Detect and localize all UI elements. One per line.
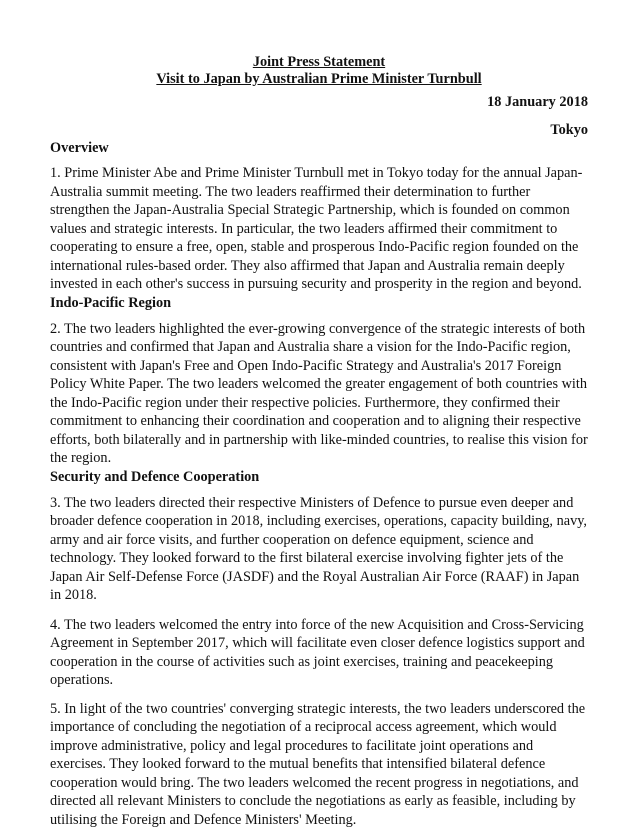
section-heading-security: Security and Defence Cooperation (50, 468, 260, 485)
section-heading-overview: Overview (50, 140, 109, 156)
section-heading-indo-pacific: Indo-Pacific Region (50, 294, 172, 311)
title-line-2: Visit to Japan by Australian Prime Minister Turnbull (156, 71, 482, 87)
document-date: 18 January 2018 (487, 94, 588, 110)
paragraph-5: 5. In light of the two countries' converging strategic interests, the two leaders underscored the importance of concluding the negotiation of a reciprocal access agreement, which would improve administrative, policy and legal procedures to facilitate joint operations and exercises. They looked forward to the mutual benefits that intensified bilateral defence cooperation would bring. The two leaders welcomed the recent progress in negotiations, and directed all relevant Ministers to conclude the negotiations as early as feasible, including by utilising the Foreign and Defence Ministers' Meeting. (50, 700, 586, 828)
date-place-block (50, 94, 588, 139)
paragraph-2: 2. The two leaders highlighted the ever-growing convergence of the strategic interests of both countries and confirmed that Japan and Australia share a vision for the Indo-Pacific region, consistent with Japan's Free and Open Indo-Pacific Strategy and Australia's 2017 Foreign Policy White Paper. The two leaders welcomed the greater engagement of both countries with the Indo-Pacific region under their respective policies. Furthermore, they confirmed their commitment to enhancing their coordination and cooperation and to aligning their respective efforts, both bilaterally and in partnership with like-minded countries, to realise this vision for the region. (50, 320, 588, 466)
title-line-1: Joint Press Statement (252, 54, 386, 70)
document-place: Tokyo (550, 122, 588, 138)
document-title (50, 54, 588, 88)
paragraph-4: 4. The two leaders welcomed the entry into force of the new Acquisition and Cross-Servicing Agreement in September 2017, which will facilitate even closer defence logistics support and cooperation in the course of activities such as joint exercises, training and peacekeeping operations. (50, 616, 585, 688)
paragraph-1: 1. Prime Minister Abe and Prime Minister Turnbull met in Tokyo today for the annual Japan-Australia summit meeting. The two leaders reaffirmed their determination to further strengthen the Japan-Australia Special Strategic Partnership, which is founded on common values and strategic interests. In particular, the two leaders affirmed their commitment to cooperating to ensure a free, open, stable and prosperous Indo-Pacific region founded on the international rules-based order. They also affirmed that Japan and Australia remain deeply invested in each other's success in pursuing security and prosperity in the region and beyond. (50, 165, 583, 292)
paragraph-3: 3. The two leaders directed their respective Ministers of Defence to pursue even deeper and broader defence cooperation in 2018, including exercises, operations, capacity building, navy, army and air force visits, and further cooperation on defence equipment, science and technology. They looked forward to the first bilateral exercise involving fighter jets of the Japan Air Self-Defense Force (JASDF) and the Royal Australian Air Force (RAAF) in Japan in 2018. (50, 494, 588, 603)
